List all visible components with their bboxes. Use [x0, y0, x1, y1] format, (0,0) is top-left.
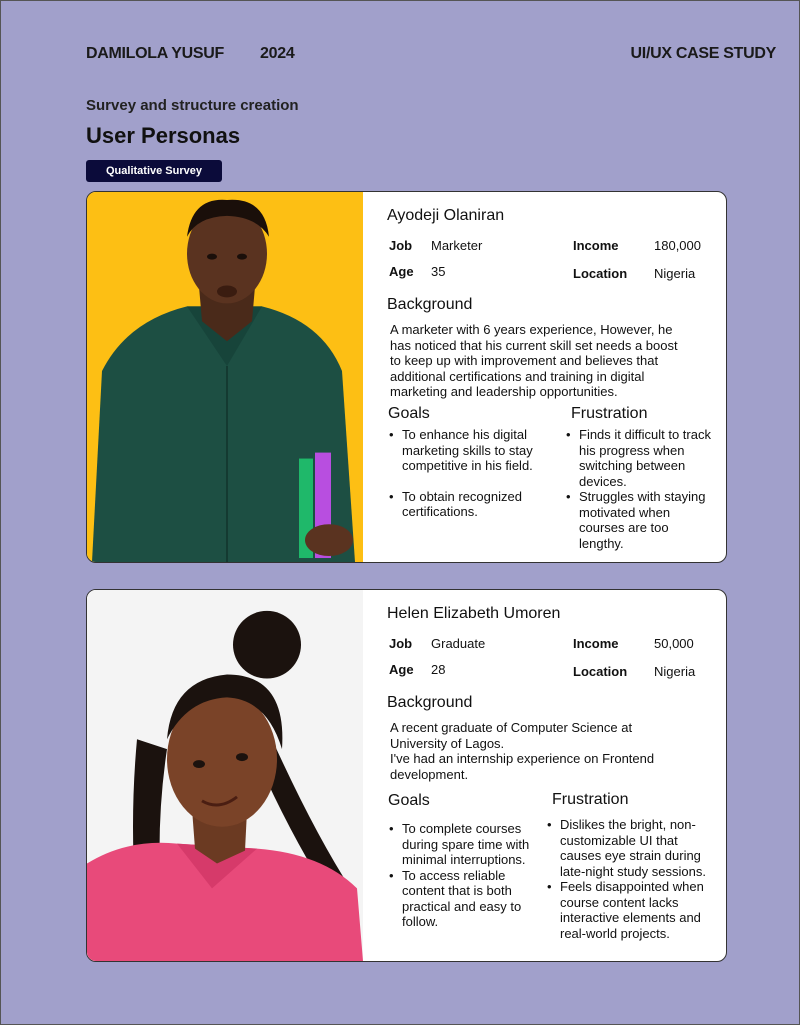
- author-name: DAMILOLA YUSUF: [86, 45, 225, 62]
- goal-item: • To access reliable content that is both practical and easy to follow.: [388, 868, 533, 930]
- job-label: Job: [389, 636, 413, 651]
- income-field: [573, 238, 701, 253]
- frustration-list: [565, 427, 715, 551]
- persona-info-1: [387, 192, 714, 562]
- location-value: Nigeria: [654, 664, 696, 679]
- frustration-item: • Finds it difficult to track his progress when switching between devices.: [565, 427, 715, 489]
- case-study-label: UI/UX CASE STUDY: [630, 45, 776, 62]
- age-value: 35: [431, 264, 446, 279]
- page-title: User Personas: [86, 123, 241, 148]
- background-text: [390, 720, 690, 782]
- goal-item: • To obtain recognized certifications.: [388, 489, 533, 520]
- frustration-heading: Frustration: [571, 405, 648, 422]
- location-field: [573, 266, 695, 281]
- age-field: [389, 662, 445, 677]
- job-value: Graduate: [431, 636, 486, 651]
- income-field: [573, 636, 694, 651]
- section-subtitle: Survey and structure creation: [86, 97, 299, 114]
- persona-name: Helen Elizabeth Umoren: [387, 605, 561, 622]
- survey-badge: Qualitative Survey: [86, 160, 222, 182]
- background-heading: Background: [387, 694, 473, 711]
- goals-list: [388, 821, 533, 930]
- goals-heading: Goals: [388, 792, 430, 809]
- persona-photo-2: [87, 590, 363, 961]
- goal-item: • To complete courses during spare time with minimal interruptions.: [388, 821, 533, 868]
- job-field: [389, 636, 485, 651]
- income-label: Income: [573, 238, 619, 253]
- frustration-heading: Frustration: [552, 791, 629, 808]
- persona-info-2: [387, 590, 714, 961]
- job-value: Marketer: [431, 238, 483, 253]
- frustration-item: • Struggles with staying motivated when courses are too lengthy.: [565, 489, 715, 551]
- age-field: [389, 264, 445, 279]
- background-text: A marketer with 6 years experience, However, he has noticed that his current skill set needs a boost to keep up with improvement and believes that additional certifications and training in digital marketing and leadership opportunities.: [390, 322, 678, 399]
- age-value: 28: [431, 662, 446, 677]
- year-label: 2024: [260, 45, 295, 62]
- location-label: Location: [573, 664, 628, 679]
- goals-heading: Goals: [388, 405, 430, 422]
- income-label: Income: [573, 636, 619, 651]
- job-label: Job: [389, 238, 413, 253]
- job-field: [389, 238, 482, 253]
- persona-photo-1: [87, 192, 363, 562]
- age-label: Age: [389, 264, 414, 279]
- location-value: Nigeria: [654, 266, 696, 281]
- income-value: 50,000: [654, 636, 694, 651]
- location-field: [573, 664, 695, 679]
- background-heading: Background: [387, 296, 473, 313]
- persona-name: Ayodeji Olaniran: [387, 207, 505, 224]
- frustration-list: [546, 817, 716, 941]
- background-line: I've had an internship experience on Frontend development.: [390, 751, 655, 782]
- persona-card-2: [86, 589, 727, 962]
- frustration-item: • Feels disappointed when course content lacks interactive elements and real-world projects.: [546, 879, 716, 941]
- age-label: Age: [389, 662, 414, 677]
- goals-list: [388, 427, 533, 520]
- location-label: Location: [573, 266, 628, 281]
- income-value: 180,000: [654, 238, 701, 253]
- background-line: A recent graduate of Computer Science at University of Lagos.: [390, 720, 633, 751]
- header-left: [86, 45, 294, 63]
- goal-item: • To enhance his digital marketing skills to stay competitive in his field.: [388, 427, 533, 474]
- frustration-item: • Dislikes the bright, non-customizable UI that causes eye strain during late-night study sessions.: [546, 817, 716, 879]
- persona-card-1: [86, 191, 727, 563]
